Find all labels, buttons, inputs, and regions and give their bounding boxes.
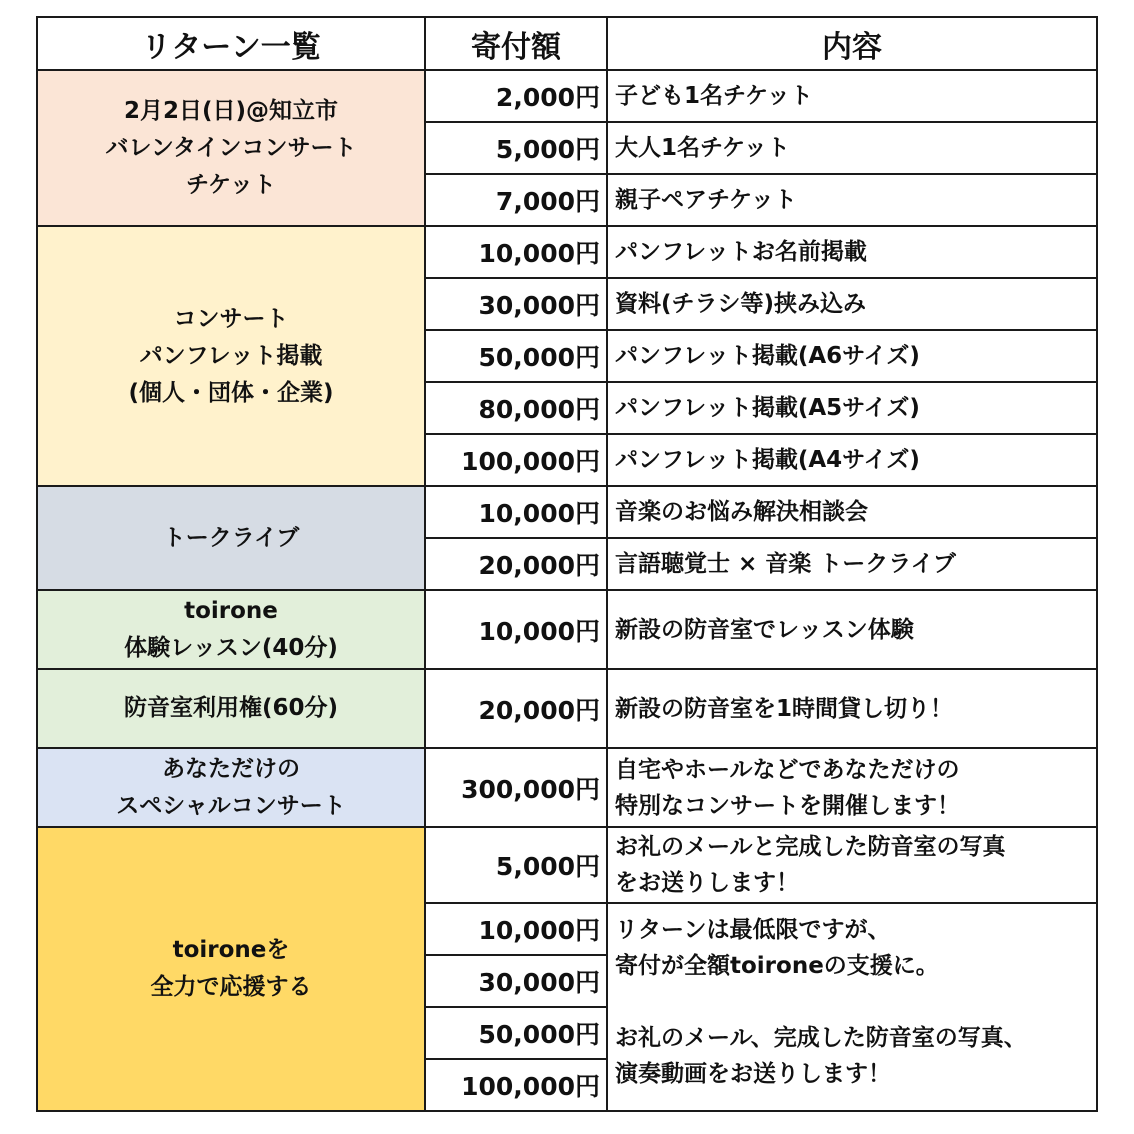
header-return-list: リターン一覧 <box>37 17 425 70</box>
amount-cell: 5,000円 <box>425 122 607 174</box>
amount-cell: 10,000円 <box>425 903 607 955</box>
category-concert-ticket: 2月2日(日)@知立市 バレンタインコンサート チケット <box>37 70 425 226</box>
amount-cell: 30,000円 <box>425 955 607 1007</box>
amount-cell: 2,000円 <box>425 70 607 122</box>
category-talk-live: トークライブ <box>37 486 425 590</box>
table-row <box>37 669 1097 748</box>
header-row <box>37 17 1097 70</box>
amount-cell: 10,000円 <box>425 486 607 538</box>
description-cell: パンフレット掲載(A6サイズ) <box>607 330 1097 382</box>
description-cell: パンフレット掲載(A5サイズ) <box>607 382 1097 434</box>
header-content: 内容 <box>607 17 1097 70</box>
table-row <box>37 70 1097 122</box>
amount-cell: 80,000円 <box>425 382 607 434</box>
category-trial-lesson: toirone 体験レッスン(40分) <box>37 590 425 669</box>
amount-cell: 100,000円 <box>425 434 607 486</box>
table-row <box>37 486 1097 538</box>
amount-cell: 20,000円 <box>425 669 607 748</box>
amount-cell: 20,000円 <box>425 538 607 590</box>
amount-cell: 10,000円 <box>425 590 607 669</box>
category-special-concert: あなただけの スペシャルコンサート <box>37 748 425 827</box>
amount-cell: 10,000円 <box>425 226 607 278</box>
description-cell: 新設の防音室でレッスン体験 <box>607 590 1097 669</box>
returns-table <box>36 16 1098 1112</box>
description-cell: 新設の防音室を1時間貸し切り！ <box>607 669 1097 748</box>
description-cell: 自宅やホールなどであなただけの 特別なコンサートを開催します！ <box>607 748 1097 827</box>
amount-cell: 50,000円 <box>425 330 607 382</box>
description-cell: 親子ペアチケット <box>607 174 1097 226</box>
amount-cell: 300,000円 <box>425 748 607 827</box>
description-cell: お礼のメールと完成した防音室の写真 をお送りします！ <box>607 827 1097 903</box>
description-cell: 言語聴覚士 × 音楽 トークライブ <box>607 538 1097 590</box>
table-row <box>37 226 1097 278</box>
amount-cell: 30,000円 <box>425 278 607 330</box>
category-soundproof-room: 防音室利用権(60分) <box>37 669 425 748</box>
amount-cell: 50,000円 <box>425 1007 607 1059</box>
table-row <box>37 748 1097 827</box>
amount-cell: 7,000円 <box>425 174 607 226</box>
description-cell: 大人1名チケット <box>607 122 1097 174</box>
table-row <box>37 827 1097 903</box>
description-cell: 音楽のお悩み解決相談会 <box>607 486 1097 538</box>
description-cell: パンフレットお名前掲載 <box>607 226 1097 278</box>
category-support-toirone: toironeを 全力で応援する <box>37 827 425 1111</box>
amount-cell: 5,000円 <box>425 827 607 903</box>
header-donation-amount: 寄付額 <box>425 17 607 70</box>
description-cell: パンフレット掲載(A4サイズ) <box>607 434 1097 486</box>
category-pamphlet: コンサート パンフレット掲載 (個人・団体・企業) <box>37 226 425 486</box>
description-cell: リターンは最低限ですが、 寄付が全額toironeの支援に。 お礼のメール、完成した防音室の写真、 演奏動画をお送りします！ <box>607 903 1097 1111</box>
amount-cell: 100,000円 <box>425 1059 607 1111</box>
description-cell: 資料(チラシ等)挟み込み <box>607 278 1097 330</box>
table-row <box>37 590 1097 669</box>
description-cell: 子ども1名チケット <box>607 70 1097 122</box>
